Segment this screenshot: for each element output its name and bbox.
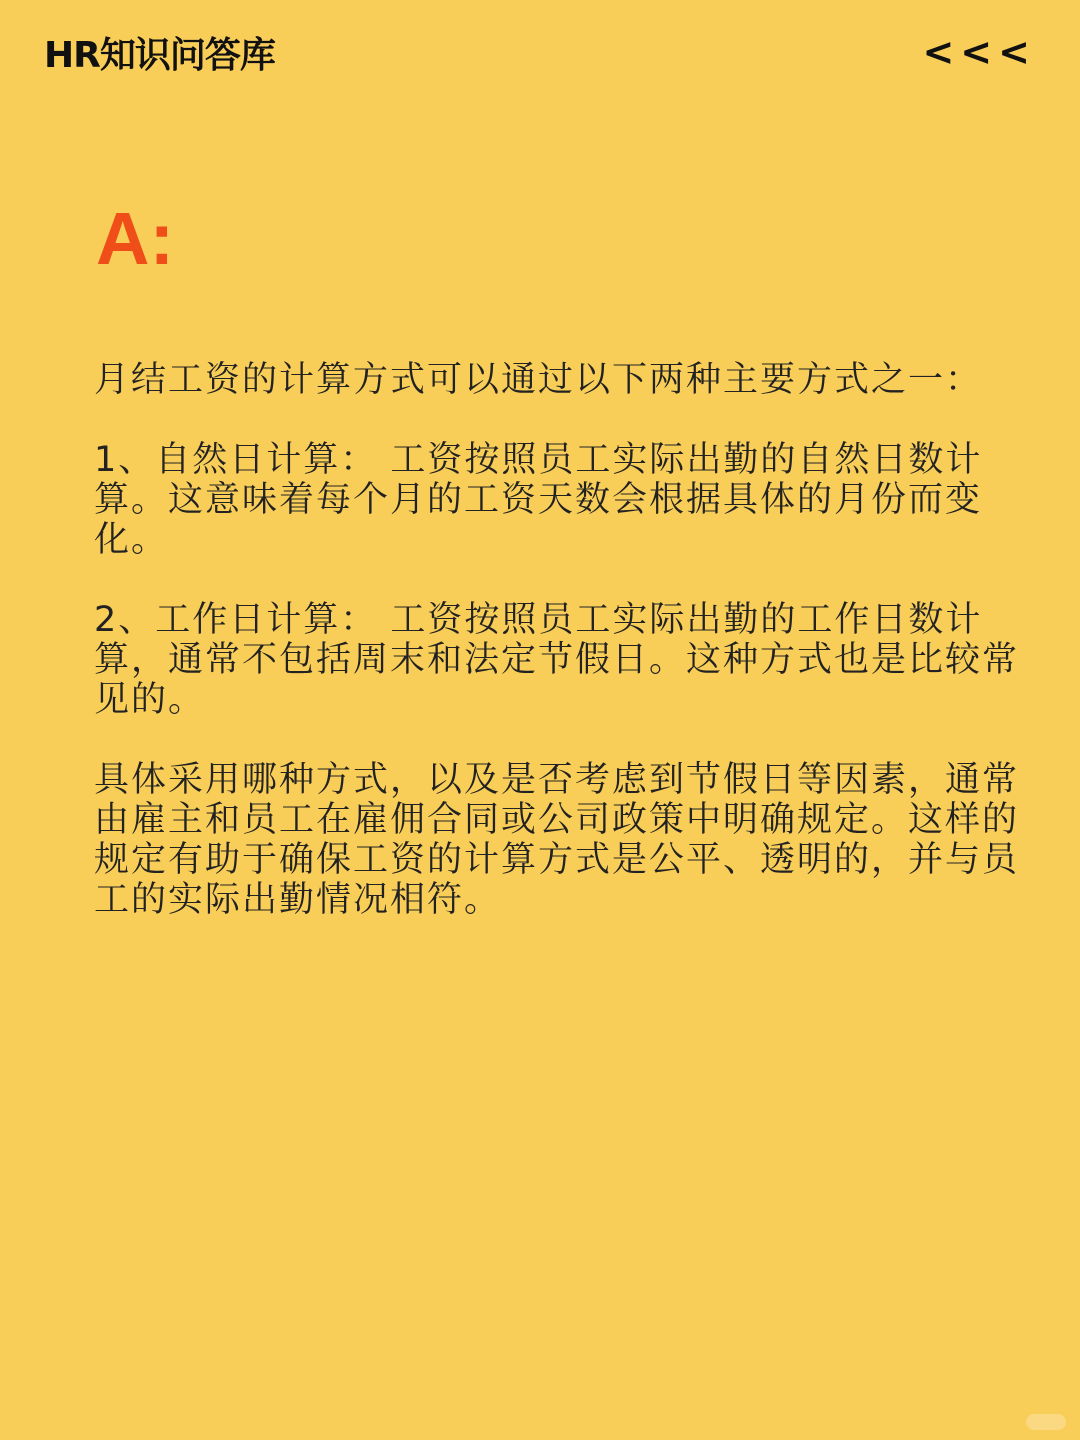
answer-paragraph-intro: 月结工资的计算方式可以通过以下两种主要方式之一：	[94, 360, 983, 400]
back-arrows-icon[interactable]: <<<	[922, 30, 1036, 74]
answer-paragraph-conclusion: 具体采用哪种方式，以及是否考虑到节假日等因素，通常由雇主和员工在雇佣合同或公司政策中明确规定。这样的规定有助于确保工资的计算方式是公平、透明的，并与员工的实际出勤情况相符。	[94, 760, 1020, 920]
answer-paragraph-working-day: 2、工作日计算： 工资按照员工实际出勤的工作日数计算，通常不包括周末和法定节假日。这种方式也是比较常见的。	[94, 600, 1020, 720]
answer-paragraph-natural-day: 1、自然日计算： 工资按照员工实际出勤的自然日数计算。这意味着每个月的工资天数会根据具体的月份而变化。	[94, 440, 983, 560]
brand-title: HR知识问答库	[44, 35, 275, 76]
answer-label: A:	[96, 197, 175, 280]
answer-body	[94, 360, 1034, 920]
watermark	[1026, 1414, 1066, 1430]
